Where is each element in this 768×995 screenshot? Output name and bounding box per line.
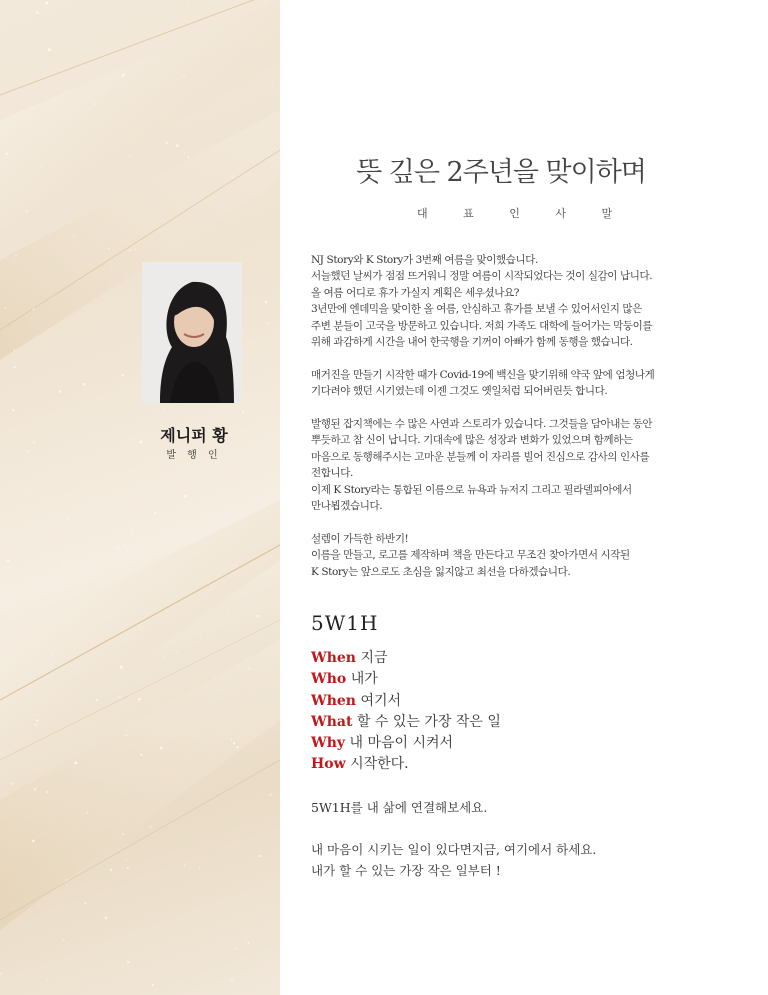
- paragraph: [311, 531, 691, 580]
- sparkle: [100, 249, 101, 250]
- sparkle: [247, 942, 249, 944]
- sparkle: [6, 153, 8, 155]
- sparkle: [4, 307, 6, 309]
- keyword: Why: [311, 735, 346, 752]
- sparkle: [83, 383, 86, 386]
- sparkle: [173, 98, 174, 99]
- sparkle: [94, 103, 96, 105]
- sparkle: [187, 156, 189, 158]
- closing-line: 내 마음이 시키는 일이 있다면지금, 여기에서 하세요.: [311, 842, 597, 857]
- sparkle: [126, 549, 129, 552]
- sparkle: [233, 742, 235, 744]
- sparkle: [135, 249, 137, 251]
- sparkle: [274, 5, 275, 6]
- sparkle: [164, 408, 165, 409]
- sparkle: [183, 152, 185, 154]
- page-title: 뜻 깊은 2주년을 맞이하며: [356, 157, 646, 188]
- sparkle: [218, 689, 219, 690]
- sparkle: [122, 74, 125, 77]
- sparkle: [129, 155, 131, 157]
- text-line: 만나뵙겠습니다.: [311, 500, 383, 513]
- sparkle: [250, 565, 251, 566]
- sparkle: [32, 840, 35, 843]
- sparkle: [256, 615, 259, 618]
- sparkle: [34, 788, 37, 791]
- sparkle: [183, 869, 184, 870]
- text-line: NJ Story와 K Story가 3번째 여름을 맞이했습니다.: [311, 254, 538, 266]
- sparkle: [32, 441, 35, 444]
- sparkle: [138, 51, 139, 52]
- sparkle: [137, 557, 138, 558]
- item-text: 시작한다.: [345, 756, 409, 773]
- sparkle: [110, 268, 112, 270]
- sparkle: [67, 518, 69, 520]
- text-line: 서늘했던 날씨가 점점 뜨거워니 정말 여름이 시작되었다는 것이 실감이 납니다.: [311, 270, 653, 283]
- text-line: 이름을 만들고, 로고를 제작하며 책을 만든다고 무조건 찾아가면서 시작된: [311, 549, 630, 562]
- keyword: When: [311, 692, 356, 709]
- sparkle: [140, 754, 142, 756]
- sparkle: [84, 902, 86, 904]
- sparkle: [131, 532, 133, 534]
- sparkle: [124, 503, 125, 504]
- sparkle: [204, 489, 205, 490]
- sparkle: [230, 739, 232, 741]
- sparkle: [155, 564, 156, 565]
- list-item: [311, 733, 501, 754]
- sparkle: [124, 546, 125, 547]
- sparkle: [51, 654, 52, 655]
- sparkle: [231, 978, 233, 980]
- sparkle: [77, 350, 79, 352]
- page-subtitle: 대 표 인 사 말: [417, 207, 629, 220]
- list-item: [311, 754, 501, 775]
- closing-line: 내가 할 수 있는 가장 작은 일부터 !: [311, 863, 501, 878]
- sparkle: [163, 657, 165, 659]
- keyword: Who: [311, 671, 347, 688]
- item-text: 내가: [346, 671, 378, 688]
- text-line: 설렘이 가득한 하반기!: [311, 532, 409, 545]
- sparkle: [122, 833, 124, 835]
- sparkle: [199, 867, 201, 869]
- list-item: [311, 691, 501, 712]
- sparkle: [82, 993, 83, 994]
- sparkle: [160, 747, 163, 750]
- text-line: 뿌듯하고 참 신이 납니다. 기대속에 많은 성장과 변화가 있었으며 함께하는: [311, 434, 633, 447]
- sparkle: [81, 122, 82, 123]
- sparkle: [187, 2, 188, 3]
- sparkle: [129, 249, 132, 252]
- sparkle: [87, 812, 89, 814]
- sparkle: [227, 610, 229, 612]
- sparkle: [147, 419, 148, 420]
- sparkle: [55, 524, 57, 526]
- sparkle: [184, 495, 187, 498]
- sparkle: [269, 605, 271, 607]
- sparkle: [63, 939, 65, 941]
- sparkle: [178, 651, 179, 652]
- sparkle: [176, 144, 179, 147]
- sparkle: [119, 696, 121, 698]
- item-text: 할 수 있는 가장 작은 일: [352, 713, 501, 730]
- sparkle: [116, 546, 118, 548]
- sparkle: [66, 879, 68, 881]
- paragraph: [311, 367, 691, 400]
- sparkle: [221, 135, 222, 136]
- sparkle: [47, 791, 49, 793]
- sparkle: [67, 943, 68, 944]
- sparkle: [15, 255, 17, 257]
- sparkle: [224, 410, 225, 411]
- gold-wave-background: [0, 0, 280, 995]
- sparkle: [11, 782, 14, 785]
- text-line: 3년만에 엔데믹을 맞이한 올 여름, 안심하고 휴가를 보낼 수 있어서인지 많은: [311, 303, 642, 316]
- sparkle: [77, 582, 78, 583]
- sparkle: [91, 507, 92, 508]
- sparkle: [249, 668, 251, 670]
- sparkle: [111, 282, 112, 283]
- item-text: 내 마음이 시켜서: [345, 735, 454, 752]
- sparkle: [205, 159, 206, 160]
- sparkle: [31, 326, 32, 327]
- sparkle: [120, 666, 123, 669]
- sparkle: [127, 867, 129, 869]
- keyword: How: [311, 756, 346, 773]
- sparkle: [12, 409, 14, 411]
- paragraph: [311, 416, 691, 514]
- sparkle: [92, 27, 93, 28]
- sparkle: [14, 366, 16, 368]
- sparkle: [74, 951, 75, 952]
- sparkle: [21, 876, 22, 877]
- sparkle: [197, 14, 198, 15]
- sparkle: [234, 948, 236, 950]
- sparkle: [47, 37, 48, 38]
- sparkle: [59, 390, 61, 392]
- text-line: 주변 분들이 고국을 방문하고 있습니다. 저희 가족도 대학에 들어가는 막둥이를: [311, 319, 653, 332]
- sparkle: [36, 719, 38, 721]
- sparkle: [265, 1, 267, 3]
- text-line: K Story는 앞으로도 초심을 잃지않고 최선을 다하겠습니다.: [311, 565, 571, 578]
- sparkle: [105, 917, 107, 919]
- publisher-role: 발 행 인: [166, 450, 222, 461]
- sparkle: [96, 627, 97, 628]
- item-text: 지금: [356, 650, 388, 666]
- sparkle: [152, 984, 154, 986]
- sparkle: [273, 978, 274, 979]
- sparkle: [138, 698, 141, 701]
- spacer: [311, 818, 596, 839]
- closing-message: [311, 797, 596, 881]
- sparkle: [34, 723, 37, 726]
- sparkle: [96, 699, 98, 701]
- text-line: 전합니다.: [311, 467, 353, 480]
- 5w1h-list: [311, 648, 501, 776]
- letter-body: [311, 252, 691, 596]
- sparkle: [271, 81, 274, 84]
- sparkle: [242, 411, 244, 413]
- decorative-sidebar: [0, 0, 280, 995]
- sparkle: [200, 635, 201, 636]
- sparkle: [127, 961, 130, 964]
- sparkle: [184, 865, 185, 866]
- list-item: [311, 669, 501, 690]
- sparkle: [69, 480, 70, 481]
- sparkle: [47, 980, 49, 982]
- text-line: 매거진을 만들기 시작한 때가 Covid-19에 백신을 맞기위해 약국 앞에 엄청나게: [311, 368, 655, 381]
- sparkle: [125, 859, 127, 861]
- sparkle: [183, 7, 184, 8]
- sparkle: [48, 48, 51, 51]
- sparkle: [264, 301, 267, 304]
- sparkle: [73, 234, 75, 236]
- sparkle: [183, 75, 185, 77]
- sparkle: [258, 855, 260, 857]
- sparkle: [110, 869, 112, 871]
- sparkle: [113, 221, 115, 223]
- text-line: 이제 K Story라는 통합된 이름으로 뉴욕과 뉴저지 그리고 필라델피아에서: [311, 483, 632, 496]
- publisher-name: 제니퍼 황: [160, 426, 228, 445]
- sparkle: [52, 302, 53, 303]
- keyword: What: [311, 713, 353, 730]
- sparkle: [36, 11, 38, 13]
- list-item: [311, 712, 501, 733]
- sparkle: [22, 143, 23, 144]
- portrait-photo: [142, 262, 242, 403]
- sparkle: [268, 511, 269, 512]
- sparkle: [71, 471, 72, 472]
- sparkle: [126, 734, 128, 736]
- sparkle: [29, 493, 31, 495]
- sparkle: [122, 374, 124, 376]
- text-line: 기다려야 했던 시기였는데 이젠 그것도 옛일처럼 되어버린듯 합니다.: [311, 385, 608, 398]
- sparkle: [149, 825, 152, 828]
- text-line: 마음으로 동행해주시는 고마운 분들께 이 자리를 빌어 진심으로 감사의 인사를: [311, 450, 650, 463]
- sparkle: [33, 308, 35, 310]
- sparkle: [105, 89, 107, 91]
- sparkle: [166, 142, 168, 144]
- sparkle: [62, 562, 64, 564]
- sparkle: [174, 85, 176, 87]
- paragraph: [311, 252, 691, 350]
- sparkle: [232, 177, 234, 179]
- sparkle: [147, 938, 148, 939]
- sparkle: [0, 972, 2, 974]
- text-line: 위해 과감하게 시간을 내어 한국행을 기꺼이 아빠가 함께 동행을 했습니다.: [311, 336, 633, 349]
- sparkle: [154, 512, 156, 514]
- sparkle: [28, 450, 30, 452]
- sparkle: [19, 160, 20, 161]
- sparkle: [74, 761, 77, 764]
- sparkle: [41, 166, 42, 167]
- sparkle: [3, 244, 4, 245]
- sparkle: [7, 560, 9, 562]
- sparkle: [45, 2, 48, 5]
- sparkle: [270, 888, 271, 889]
- text-line: 올 여름 어디로 휴가 가실지 계획은 세우셨나요?: [311, 286, 519, 299]
- sparkle: [267, 322, 269, 324]
- list-item: [311, 648, 501, 669]
- sparkle: [17, 353, 18, 354]
- sparkle: [26, 210, 29, 213]
- sparkle: [248, 342, 249, 343]
- keyword: When: [311, 650, 356, 666]
- sparkle: [269, 793, 272, 796]
- sparkle: [133, 412, 134, 413]
- sparkle: [155, 23, 157, 25]
- sparkle: [37, 222, 39, 224]
- sparkle: [108, 248, 109, 249]
- sparkle: [98, 348, 99, 349]
- item-text: 여기서: [356, 692, 402, 709]
- publisher-photo: [142, 262, 242, 403]
- text-line: 발행된 잡지책에는 수 많은 사연과 스토리가 있습니다. 그것들을 담아내는 동안: [311, 418, 653, 431]
- sparkle: [0, 484, 1, 486]
- sparkle: [236, 746, 238, 748]
- section-heading-5w1h: 5W1H: [311, 611, 379, 635]
- sparkle: [14, 349, 16, 351]
- closing-line: 5W1H를 내 삶에 연결해보세요.: [311, 800, 488, 815]
